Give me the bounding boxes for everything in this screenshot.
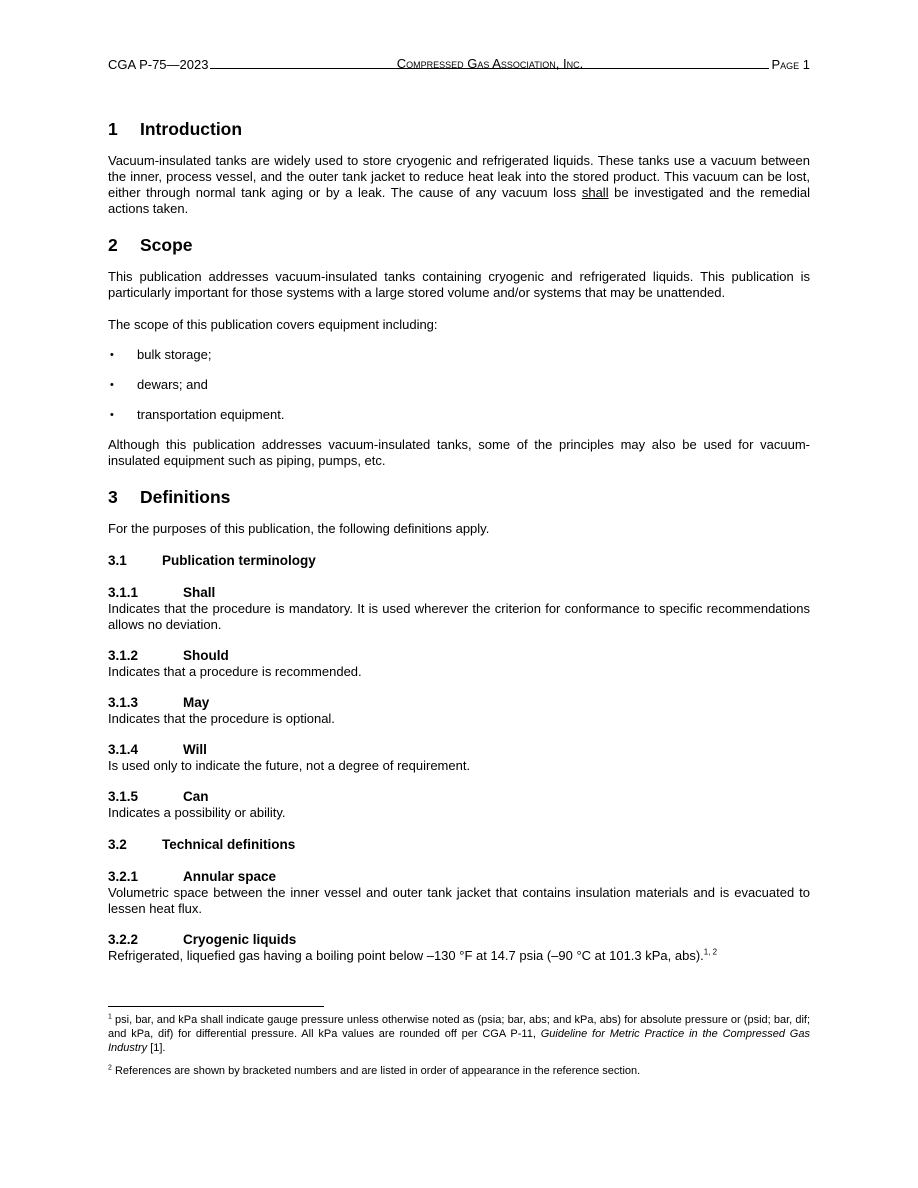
bullet-icon: •: [110, 409, 114, 421]
footnote-1: $^1$ psi, bar, and kPa shall indicate gauge pressure unless otherwise noted as (psia; bar, abs; and kPa, abs) for absolute pressure or (psid; bar, dif; and kPa, dif) for differential pressure. All kPa values are rounded off per CGA P-11, Guideline for Metric Practice in the Compressed Gas Industry [1].: [108, 1013, 810, 1054]
bullet-icon: •: [110, 379, 114, 391]
footnote-reference[interactable]: 1, 2: [703, 947, 718, 957]
scope-bullet-list: [108, 347, 810, 423]
footnote-divider: [108, 1006, 324, 1007]
subsection-3-1-heading: 3.1 Publication terminology: [108, 553, 316, 568]
section-1-heading: 1 Introduction: [108, 119, 243, 139]
scope-paragraph-2: The scope of this publication covers equipment including:: [108, 317, 438, 332]
header-organization: Compressed Gas Association, Inc.: [210, 56, 769, 69]
definition-text: Indicates that a procedure is recommended.: [108, 664, 362, 679]
definition-text: Is used only to indicate the future, not a degree of requirement.: [108, 758, 471, 773]
list-item: • transportation equipment.: [110, 407, 285, 422]
list-item: • bulk storage;: [110, 347, 212, 362]
definition-text: Indicates a possibility or ability.: [108, 805, 286, 820]
cited-publication-title: Guideline for Metric Practice in the Compressed Gas Industry: [108, 1028, 810, 1054]
definition-heading: 3.1.3 May: [108, 695, 210, 710]
subsection-3-2-heading: 3.2 Technical definitions: [108, 837, 296, 852]
definitions-intro: For the purposes of this publication, the following definitions apply.: [108, 521, 490, 536]
body-content: [108, 118, 810, 979]
definition-text: Indicates that the procedure is mandatory. It is used wherever the criterion for conformance to specific recommendations allows no deviation.: [108, 601, 810, 632]
footnote-2: $^2$ References are shown by bracketed numbers and are listed in order of appearance in the reference section.: [108, 1064, 641, 1077]
intro-paragraph: Vacuum-insulated tanks are widely used to store cryogenic and refrigerated liquids. These tanks use a vacuum between the inner, process vessel, and the outer tank jacket to reduce heat leak into the stored product. This vacuum can be lost, either through normal tank aging or by a leak. The cause of any vacuum loss shall be investigated and the remedial actions taken.: [108, 153, 810, 216]
scope-paragraph-1: This publication addresses vacuum-insulated tanks containing cryogenic and refrigerated liquids. This publication is particularly important for those systems with a large stored volume and/or systems that may be unattended.: [108, 269, 810, 300]
section-2-heading: 2 Scope: [108, 235, 193, 255]
shall-underlined: shall: [581, 185, 609, 200]
section-3-heading: 3 Definitions: [108, 487, 231, 507]
bullet-icon: •: [110, 349, 114, 361]
definition-heading: 3.1.4 Will: [108, 742, 207, 757]
footnotes: [108, 1006, 810, 1087]
definition-heading: 3.1.5 Can: [108, 789, 209, 804]
definition-heading: 3.1.1 Shall: [108, 585, 216, 600]
running-header: [108, 54, 810, 72]
definition-text: Refrigerated, liquefied gas having a boiling point below –130 °F at 14.7 psia (–90 °C at 101.3 kPa, abs).$^{1, 2}$: [108, 947, 718, 963]
header-document-id: CGA P-75—2023: [108, 57, 209, 72]
definition-heading: 3.2.1 Annular space: [108, 869, 277, 884]
scope-paragraph-3: Although this publication addresses vacuum-insulated tanks, some of the principles may also be used for vacuum-insulated equipment such as piping, pumps, etc.: [108, 437, 810, 468]
definition-heading: 3.2.2 Cryogenic liquids: [108, 932, 297, 947]
definition-text: Volumetric space between the inner vessel and outer tank jacket that contains insulation materials and is evacuated to lessen heat flux.: [108, 885, 810, 916]
definition-heading: 3.1.2 Should: [108, 648, 229, 663]
header-page-number: Page 1: [771, 57, 810, 72]
definition-text: Indicates that the procedure is optional.: [108, 711, 335, 726]
list-item: • dewars; and: [110, 377, 208, 392]
